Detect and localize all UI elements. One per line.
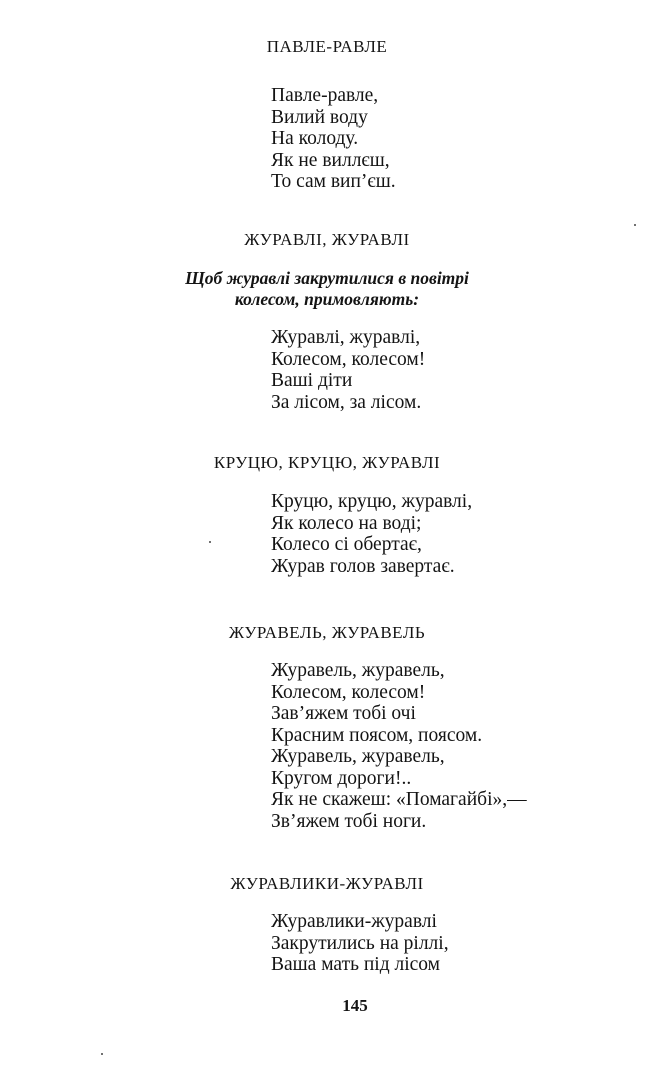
print-speck xyxy=(634,224,636,226)
poem-title: ЖУРАВЛІ, ЖУРАВЛІ xyxy=(244,230,410,249)
verse-line: Круцю, круцю, журавлі, xyxy=(271,491,473,512)
verse-line: Журавлі, журавлі, xyxy=(271,327,421,348)
verse-line: Колесо сі обертає, xyxy=(271,534,422,555)
verse-line: Журав голов завертає. xyxy=(271,555,455,577)
verse-line: Журавель, журавель, xyxy=(271,746,445,767)
verse-line: Колесом, колесом! xyxy=(271,348,426,370)
poem-verse xyxy=(271,660,527,832)
verse-line: Журавель, журавель, xyxy=(271,660,445,681)
poem-intro xyxy=(0,268,654,310)
page-number: 145 xyxy=(342,996,368,1015)
intro-line: колесом, примовляють: xyxy=(234,289,420,309)
verse-line: Вилий воду xyxy=(271,106,368,128)
verse-line: Як не виллєш, xyxy=(271,149,390,171)
verse-line: Ваша мать під лісом xyxy=(271,954,441,975)
poem-title: ЖУРАВЛИКИ-ЖУРАВЛІ xyxy=(230,874,424,893)
verse-line: На колоду. xyxy=(271,128,359,149)
verse-line: Красним поясом, поясом. xyxy=(271,724,483,746)
poem-verse xyxy=(271,85,396,193)
verse-line: Як не скажеш: «Помагайбі»,— xyxy=(271,789,527,810)
poem-verse xyxy=(271,491,472,577)
verse-line: Ваші діти xyxy=(271,370,353,391)
verse-line: Журавлики-журавлі xyxy=(271,911,437,932)
poem-title: ПАВЛЕ-РАВЛЕ xyxy=(266,37,388,56)
verse-line: Павле-равле, xyxy=(271,85,379,106)
poem-verse xyxy=(271,911,449,976)
poem-title: КРУЦЮ, КРУЦЮ, ЖУРАВЛІ xyxy=(213,453,441,472)
verse-line: Кругом дороги!.. xyxy=(271,767,412,789)
poem-title: ЖУРАВЕЛЬ, ЖУРАВЕЛЬ xyxy=(228,623,426,642)
verse-line: Як колесо на воді; xyxy=(271,512,422,534)
poem-verse xyxy=(271,327,425,413)
verse-line: Зв’яжем тобі ноги. xyxy=(271,810,427,832)
verse-line: За лісом, за лісом. xyxy=(271,391,422,413)
verse-line: То сам вип’єш. xyxy=(271,171,396,192)
verse-line: Зав’яжем тобі очі xyxy=(271,703,416,724)
intro-line: Щоб журавлі закрутилися в повітрі xyxy=(185,268,469,288)
verse-line: Колесом, колесом! xyxy=(271,681,426,703)
print-speck xyxy=(209,541,211,543)
verse-line: Закрутились на ріллі, xyxy=(271,932,449,954)
print-speck xyxy=(101,1053,103,1055)
